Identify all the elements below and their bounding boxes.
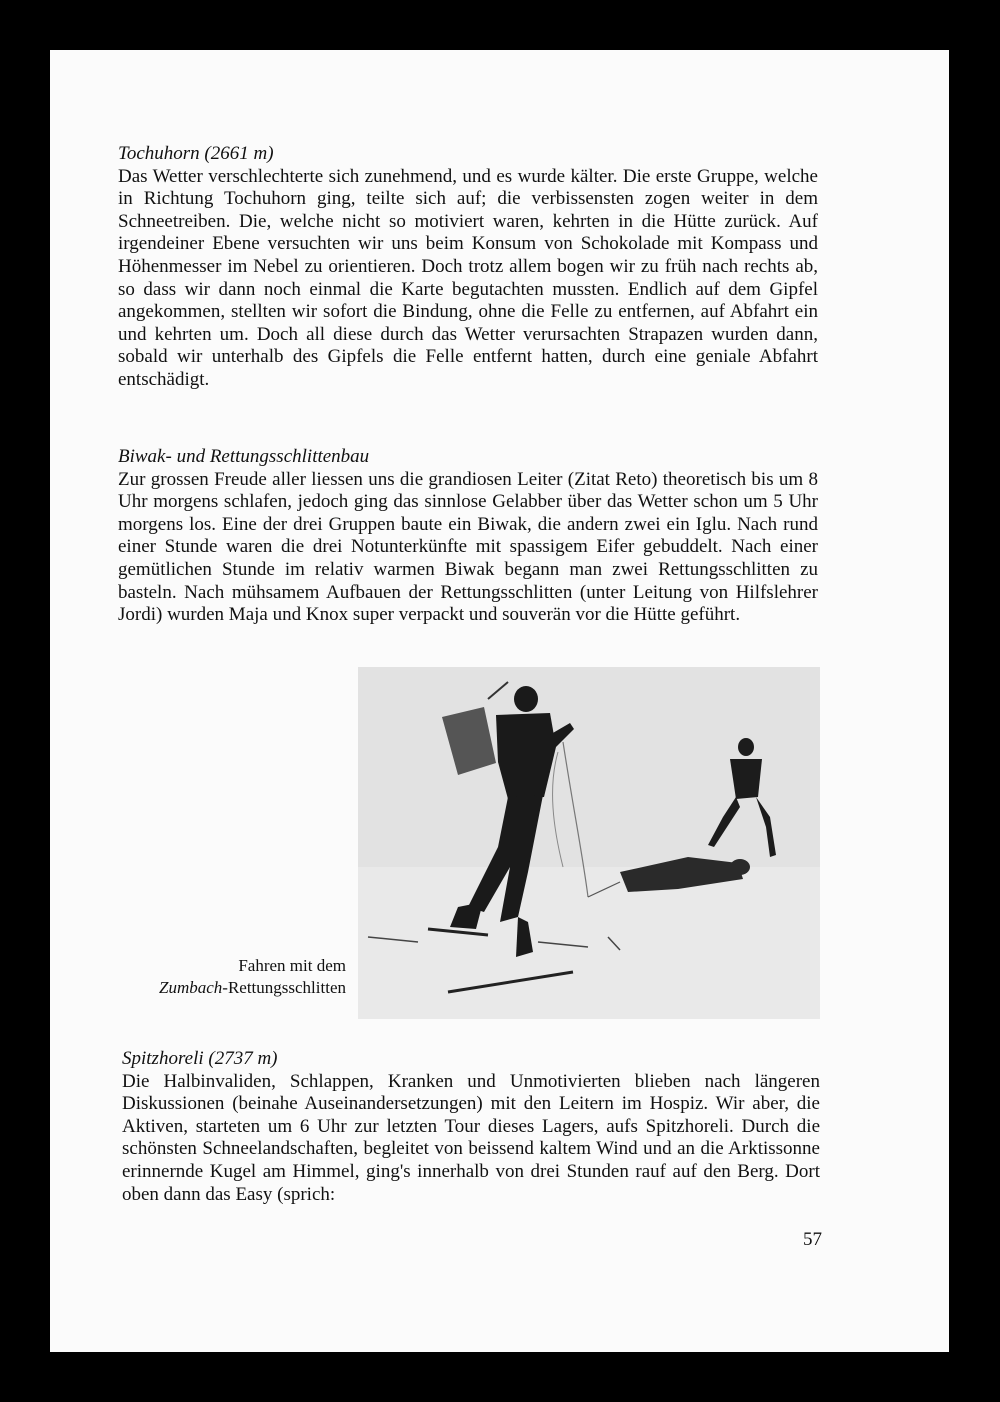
section-tochuhorn bbox=[118, 143, 818, 392]
section-body: Das Wetter verschlechterte sich zunehmend, und es wurde kälter. Die erste Gruppe, welche in Richtung Tochuhorn ging, teilte sich auf; die verbissensten zogen weiter in dem Schneetreiben. Die, welche nicht so motiviert waren, kehrten in die Hütte zurück. Auf irgendeiner Ebene versuchten wir uns beim Konsum von Schokolade mit Kompass und Höhenmesser im Nebel zu orientieren. Doch trotz allem bogen wir zu früh nach rechts ab, so dass wir dann noch einmal die Karte begutachten mussten. Endlich auf dem Gipfel angekommen, stellten wir sofort die Bindung, ohne die Felle zu entfernen, auf Abfahrt ein und kehrten um. Doch all diese durch das Wetter verursachten Strapazen wurden dann, sobald wir unterhalb des Gipfels die Felle entfernt hatten, durch eine geniale Abfahrt entschädigt. bbox=[118, 165, 818, 390]
page-number: 57 bbox=[803, 1229, 822, 1250]
section-biwak bbox=[118, 446, 818, 627]
section-body: Die Halbinvaliden, Schlappen, Kranken und Unmotivierten blieben nach längeren Diskussionen (beinahe Auseinandersetzungen) mit den Leitern im Hospiz. Wir aber, die Aktiven, starteten um 6 Uhr zur letzten Tour dieses Lagers, aufs Spitzhoreli. Durch die schönsten Schneelandschaften, begleitet von beissend kaltem Wind und an die Arktissonne erinnernde Kugel am Himmel, ging's innerhalb von drei Stunden rauf auf den Berg. Dort oben dann das Easy (sprich: bbox=[122, 1070, 820, 1205]
caption-line-2 bbox=[110, 977, 346, 999]
caption-line-1: Fahren mit dem bbox=[238, 956, 346, 975]
section-body: Zur grossen Freude aller liessen uns die grandiosen Leiter (Zitat Reto) theoretisch bis um 8 Uhr morgens schlafen, jedoch ging das sinnlose Gelabber über das Wetter schon um 5 Uhr morgens los. Eine der drei Gruppen baute ein Biwak, die andern zwei ein Iglu. Nach rund einer Stunde waren die drei Notunterkünfte mit spassigem Eifer gebuddelt. Nach einer gemütlichen Stunde im relativ warmen Biwak begann man zwei Rettungsschlitten zu basteln. Nach mühsamem Aufbauen der Rettungsschlitten (unter Leitung von Hilfslehrer Jordi) wurden Maja und Knox super verpackt und souverän vor die Hütte geführt. bbox=[118, 468, 818, 626]
photo-illustration bbox=[358, 667, 820, 1019]
photo-caption bbox=[110, 955, 346, 999]
section-heading: Tochuhorn (2661 m) bbox=[118, 143, 274, 164]
caption-rest: -Rettungsschlitten bbox=[222, 978, 346, 997]
rescue-sled-photo bbox=[358, 667, 820, 1019]
section-spitzhoreli bbox=[122, 1048, 820, 1206]
page bbox=[50, 50, 949, 1352]
caption-italic: Zumbach bbox=[159, 978, 223, 997]
section-heading: Spitzhoreli (2737 m) bbox=[122, 1048, 278, 1069]
section-heading: Biwak- und Rettungsschlittenbau bbox=[118, 446, 370, 467]
